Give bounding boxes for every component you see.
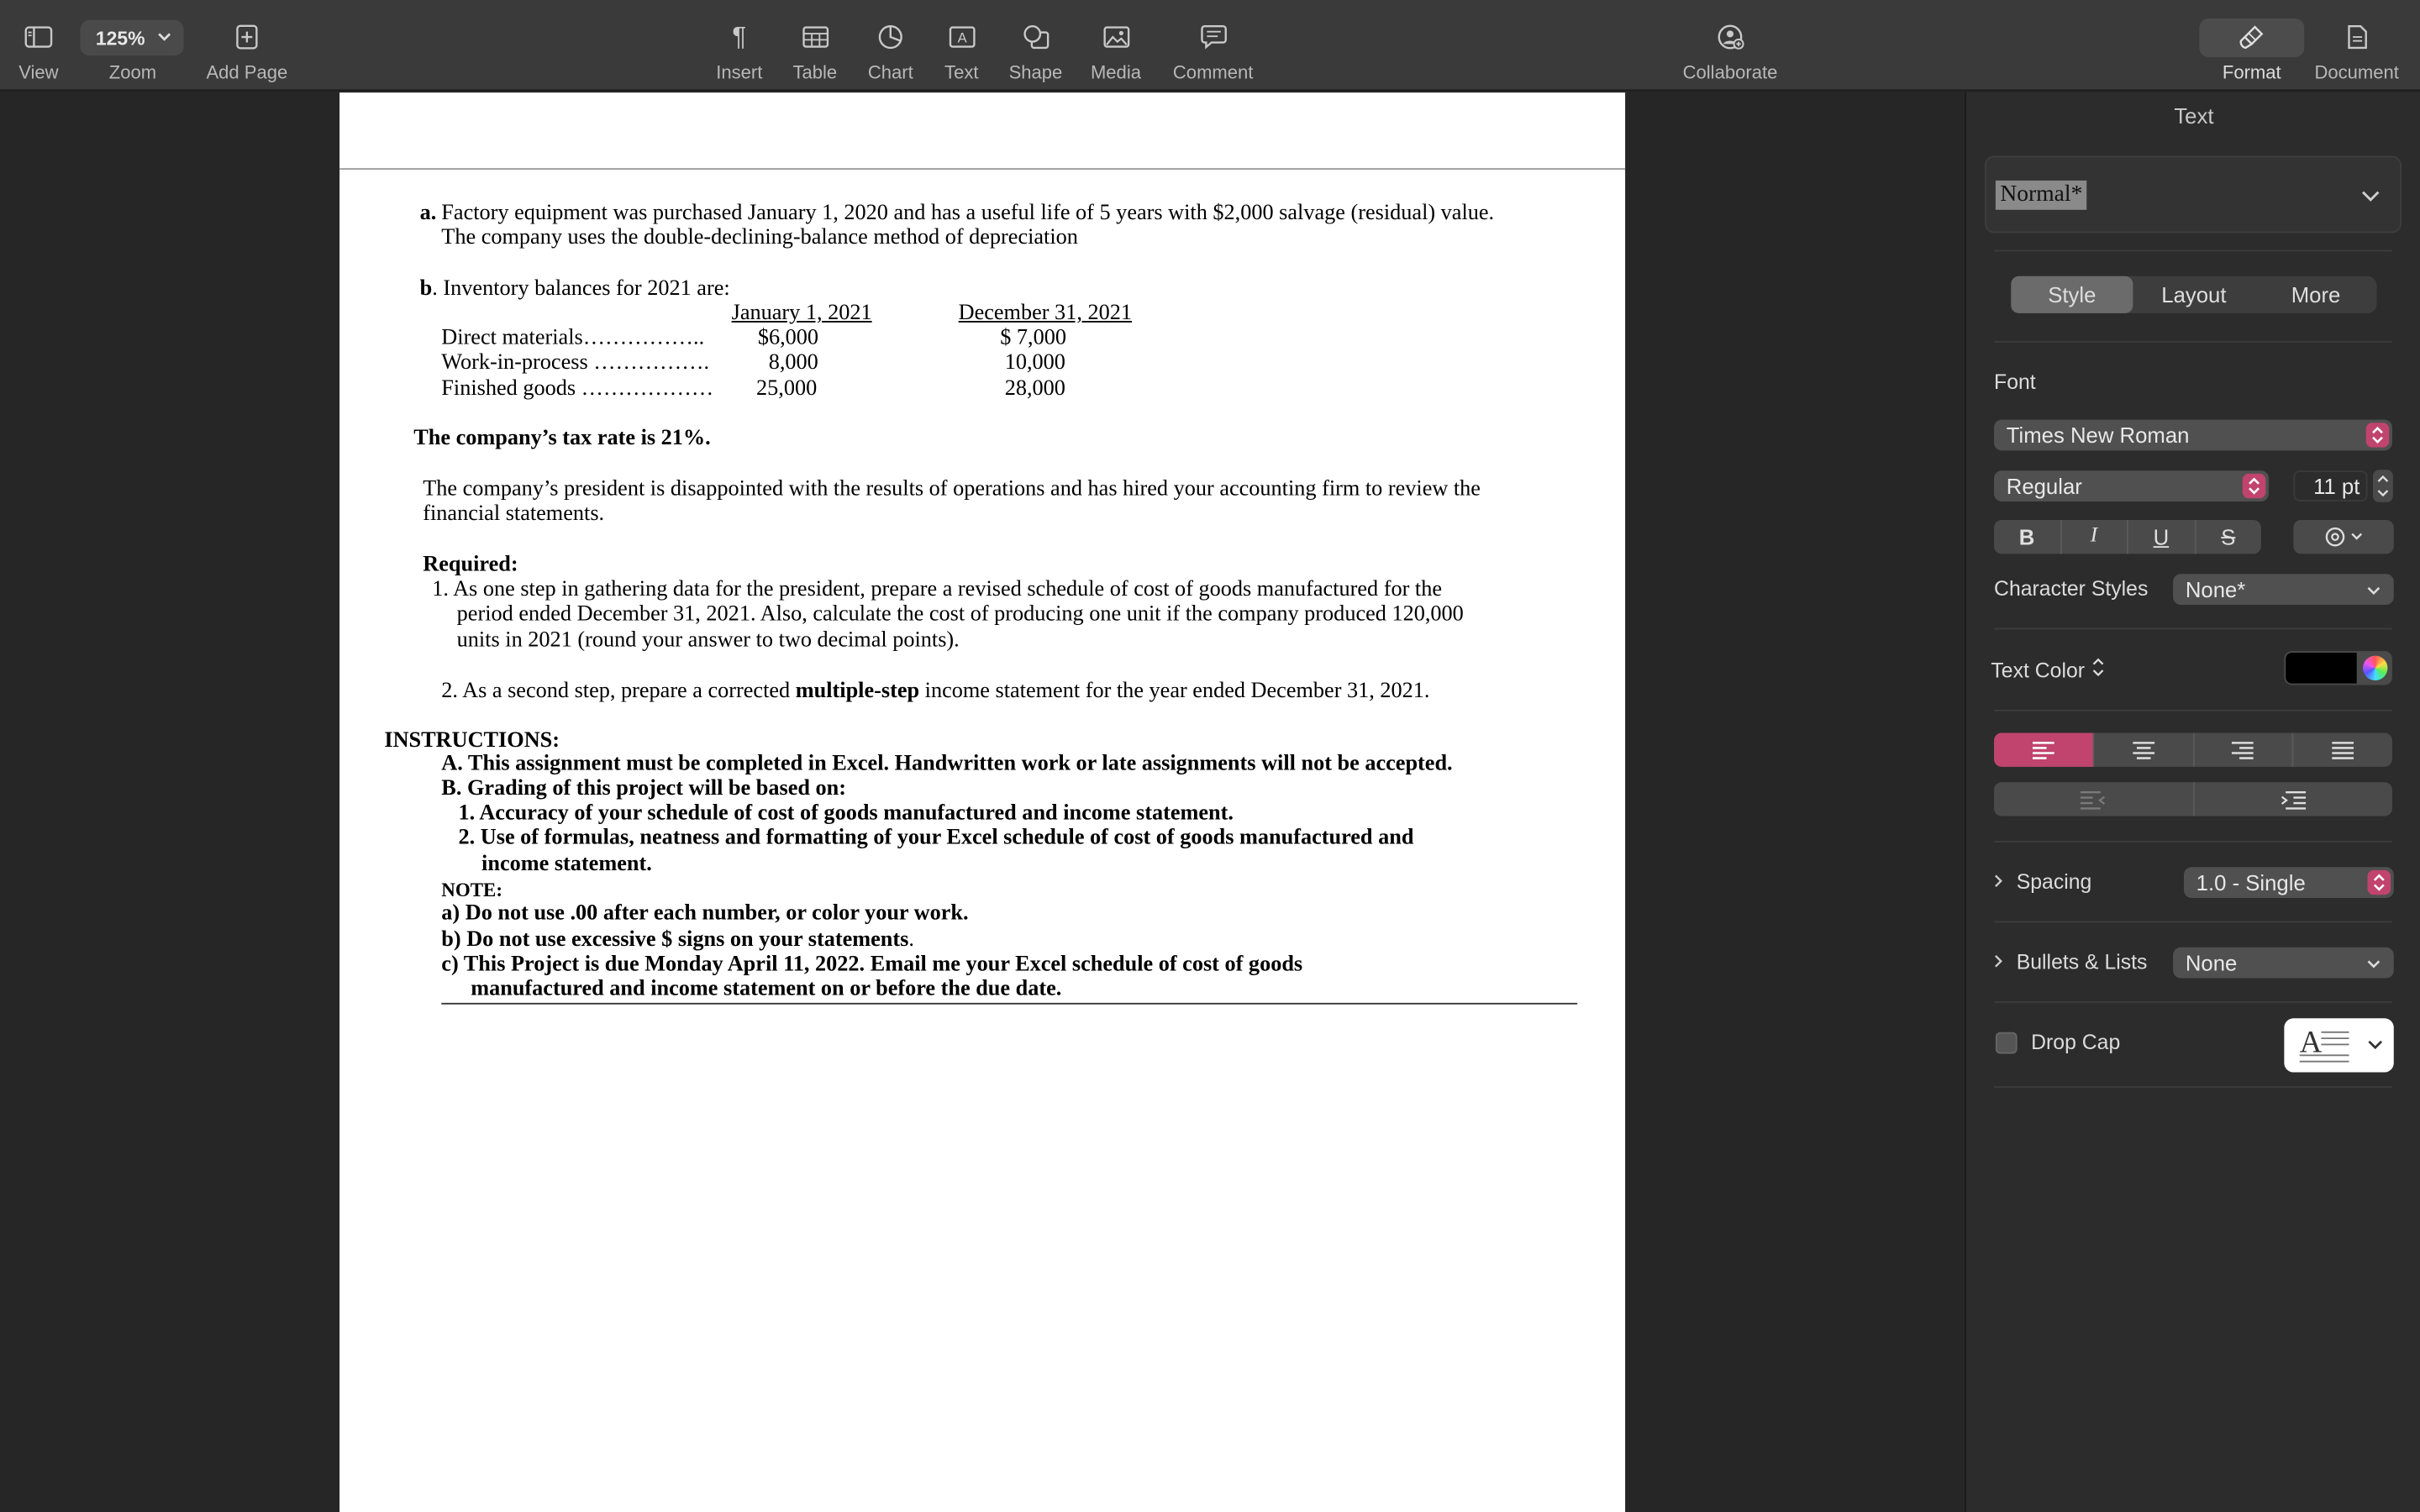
note-b: b) Do not use excessive $ signs on your statements	[441, 927, 909, 953]
bullets-select[interactable]	[2173, 948, 2394, 979]
character-styles-value: None*	[2185, 576, 2246, 602]
bold-button[interactable]: B	[1994, 520, 2061, 554]
font-size-field[interactable]	[2293, 470, 2367, 501]
inventory-col2-header: December 31, 2021	[958, 301, 1132, 326]
req2-line	[441, 679, 1429, 704]
increase-indent-button[interactable]	[2194, 782, 2392, 816]
table-button[interactable]	[784, 18, 845, 83]
character-styles-label: Character Styles	[1994, 576, 2149, 601]
align-left-button[interactable]	[1994, 732, 2094, 766]
text-tabs	[2011, 276, 2376, 313]
text-color-well[interactable]	[2284, 651, 2392, 685]
required-heading: Required:	[423, 552, 518, 577]
text-label: Text	[944, 61, 979, 84]
shape-label: Shape	[1008, 61, 1063, 84]
add-page-icon	[236, 18, 258, 55]
req2-bold: multiple-step	[795, 679, 920, 704]
spacing-select[interactable]	[2184, 867, 2394, 898]
inventory-row-dec: 28,000	[1004, 376, 1065, 402]
drop-cap-preview-icon	[2284, 1018, 2393, 1072]
chart-label: Chart	[867, 61, 913, 84]
note-b-period: .	[908, 927, 914, 953]
alignment-buttons	[1994, 732, 2392, 766]
comment-icon	[1200, 18, 1226, 55]
increase-indent-icon	[2279, 789, 2307, 809]
tab-style[interactable]: Style	[2011, 276, 2133, 313]
pilcrow-icon: ¶	[732, 21, 747, 51]
shape-icon	[1023, 18, 1049, 55]
chart-button[interactable]	[860, 18, 921, 83]
divider	[1994, 921, 2392, 923]
spacing-label: Spacing	[2016, 869, 2092, 894]
underline-button[interactable]: U	[2128, 520, 2196, 554]
table-icon	[802, 18, 828, 55]
chevron-right-icon	[1992, 874, 2005, 889]
divider	[1994, 841, 2392, 843]
instruction-b: B. Grading of this project will be based on:	[441, 775, 847, 801]
insert-button[interactable]	[705, 18, 773, 83]
divider	[1994, 250, 2392, 252]
comment-button[interactable]	[1167, 18, 1260, 83]
req2-post: income statement for the year ended December 31, 2021.	[919, 679, 1430, 704]
svg-text:A: A	[956, 29, 966, 46]
drop-cap-label: Drop Cap	[2031, 1030, 2121, 1054]
drop-cap-glyph: A	[2299, 1024, 2323, 1059]
chevron-down-icon	[2366, 577, 2381, 610]
note-c-line1: c) This Project is due Monday April 11, 2022. Email me your Excel schedule of cost of goods	[441, 952, 1303, 977]
character-styles-select[interactable]	[2173, 574, 2394, 605]
align-left-icon	[2031, 740, 2055, 760]
req1-line2: period ended December 31, 2021. Also, calculate the cost of producing one unit if the company produced 120,000	[456, 601, 1464, 627]
tab-layout[interactable]: Layout	[2161, 282, 2227, 307]
divider	[1994, 341, 2392, 343]
bullets-disclosure[interactable]	[1992, 950, 2147, 974]
up-down-arrows-icon	[2366, 423, 2390, 447]
table-label: Table	[792, 61, 838, 84]
item-b-line: . Inventory balances for 2021 are:	[432, 276, 730, 302]
text-color-label-text: Text Color	[1991, 659, 2086, 682]
text-color-label[interactable]	[1991, 657, 2104, 681]
insert-label: Insert	[716, 61, 763, 84]
inventory-row-label: Finished goods ………………	[441, 376, 714, 402]
collaborate-icon	[1716, 18, 1744, 55]
req2-pre: 2. As a second step, prepare a corrected	[441, 679, 796, 704]
note-c-line2: manufactured and income statement on or before the due date.	[471, 976, 1062, 1002]
photo-icon	[1102, 18, 1128, 55]
strikethrough-button[interactable]: S	[2221, 524, 2236, 549]
bullets-value: None	[2185, 950, 2238, 975]
document-button[interactable]	[2309, 18, 2405, 83]
text-options-button[interactable]	[2293, 520, 2393, 554]
note-heading: NOTE:	[441, 879, 503, 901]
inventory-row-jan: $6,000	[757, 325, 819, 350]
chevron-down-icon	[2366, 950, 2381, 983]
inventory-row-jan: 8,000	[768, 349, 818, 375]
divider	[1994, 628, 2392, 630]
inventory-row-label: Direct materials……………..	[441, 325, 705, 350]
zoom-value: 125%	[95, 27, 145, 49]
document-icon	[2347, 18, 2367, 55]
chevron-right-icon	[1992, 953, 2005, 969]
sidebar-icon	[24, 18, 52, 55]
divider	[1994, 710, 2392, 711]
inventory-row-dec: 10,000	[1004, 349, 1065, 375]
media-button[interactable]	[1083, 18, 1148, 83]
indent-buttons	[1994, 782, 2392, 816]
color-wheel-icon[interactable]	[2363, 656, 2387, 680]
note-a: a) Do not use .00 after each number, or color your work.	[441, 900, 969, 927]
align-right-icon	[2231, 740, 2255, 760]
up-down-arrows-icon	[2091, 657, 2105, 677]
justify-icon	[2331, 740, 2355, 760]
instruction-b2-line2: income statement.	[481, 851, 652, 877]
header-divider	[339, 168, 1625, 170]
zoom-label-wrap	[92, 18, 173, 83]
format-button[interactable]	[2210, 18, 2293, 83]
tax-rate: The company’s tax rate is 21%.	[413, 425, 711, 451]
text-format-buttons	[1994, 520, 2261, 554]
toolbar	[0, 0, 2420, 91]
chevron-down-icon	[2360, 184, 2381, 212]
document-page[interactable]	[339, 92, 1625, 1512]
document-label: Document	[2314, 61, 2399, 84]
paragraph-style-name: Normal*	[1996, 181, 2087, 210]
text-box-button[interactable]	[934, 18, 989, 83]
decrease-indent-button[interactable]	[1994, 782, 2194, 816]
instruction-b2-line1: 2. Use of formulas, neatness and formatting of your Excel schedule of cost of goods manufactured and	[458, 825, 1414, 851]
note-b-line	[441, 927, 914, 953]
up-down-arrows-icon	[2243, 474, 2266, 498]
font-size-value: 11 pt	[2313, 473, 2360, 499]
media-label: Media	[1090, 61, 1141, 84]
pie-chart-icon	[878, 18, 902, 55]
spacing-value: 1.0 - Single	[2196, 869, 2306, 895]
view-label: View	[18, 61, 59, 84]
sidebar-title: Text	[2174, 103, 2214, 129]
collaborate-button[interactable]	[1676, 18, 1785, 83]
font-size-stepper[interactable]	[2372, 469, 2394, 502]
inventory-row-dec: $ 7,000	[1000, 325, 1066, 350]
bullets-label: Bullets & Lists	[2016, 950, 2148, 974]
font-weight-select[interactable]	[1994, 470, 2269, 501]
req1-line3: units in 2021 (round your answer to two decimal points).	[456, 627, 960, 653]
drop-cap-checkbox[interactable]	[1996, 1032, 2018, 1054]
instruction-a: A. This assignment must be completed in Excel. Handwritten work or late assignments will not be accepted.	[441, 751, 1453, 776]
zoom-label: Zoom	[108, 61, 157, 84]
president-line2: financial statements.	[423, 501, 605, 527]
format-sidebar	[1965, 92, 2420, 1512]
paintbrush-icon	[2239, 18, 2264, 55]
instruction-b1: 1. Accuracy of your schedule of cost of goods manufactured and income statement.	[458, 801, 1234, 826]
item-a-marker: a.	[419, 200, 437, 226]
add-page-button[interactable]	[197, 18, 297, 83]
comment-label: Comment	[1172, 61, 1254, 84]
president-line1: The company’s president is disappointed with the results of operations and has hired your accounting firm to review the	[423, 476, 1481, 501]
divider	[1994, 1086, 2392, 1088]
divider	[1994, 1001, 2392, 1003]
color-swatch[interactable]	[2286, 653, 2356, 684]
font-family-value: Times New Roman	[2006, 423, 2190, 448]
view-button[interactable]	[13, 18, 65, 83]
inventory-row-label: Work-in-process …………….	[441, 349, 710, 375]
collaborate-label: Collaborate	[1682, 61, 1778, 84]
font-heading: Font	[1994, 370, 2036, 394]
tab-more[interactable]: More	[2291, 282, 2341, 307]
text-box-icon	[949, 18, 975, 55]
instructions-heading: INSTRUCTIONS:	[384, 727, 560, 753]
shape-button[interactable]	[1003, 18, 1068, 83]
bottom-rule	[441, 1003, 1577, 1005]
align-right-button[interactable]	[2194, 732, 2294, 766]
paragraph-style-selector[interactable]	[1985, 156, 2402, 234]
gear-icon	[2293, 520, 2393, 554]
align-center-button[interactable]	[2094, 732, 2194, 766]
up-down-arrows-icon	[2368, 870, 2391, 895]
decrease-indent-icon	[2080, 789, 2107, 809]
drop-cap-style-button[interactable]	[2284, 1018, 2393, 1072]
item-b-marker: b	[419, 276, 433, 302]
spacing-disclosure[interactable]	[1992, 870, 2091, 894]
align-center-icon	[2131, 740, 2155, 760]
item-a-line1: Factory equipment was purchased January 1, 2020 and has a useful life of 5 years with $2,000 salvage (residual) value.	[441, 200, 1495, 226]
justify-button[interactable]	[2294, 732, 2392, 766]
format-label: Format	[2222, 61, 2281, 84]
inventory-row-jan: 25,000	[756, 376, 818, 402]
add-page-label: Add Page	[206, 61, 288, 84]
item-a-line2: The company uses the double-declining-balance method of depreciation	[441, 225, 1078, 250]
font-family-select[interactable]	[1994, 420, 2392, 451]
italic-button[interactable]: I	[2061, 520, 2128, 554]
inventory-col1-header: January 1, 2021	[731, 301, 872, 326]
font-weight-value: Regular	[2006, 473, 2082, 499]
req1-line1: 1. As one step in gathering data for the president, prepare a revised schedule of cost of goods manufactured for the	[432, 576, 1442, 602]
